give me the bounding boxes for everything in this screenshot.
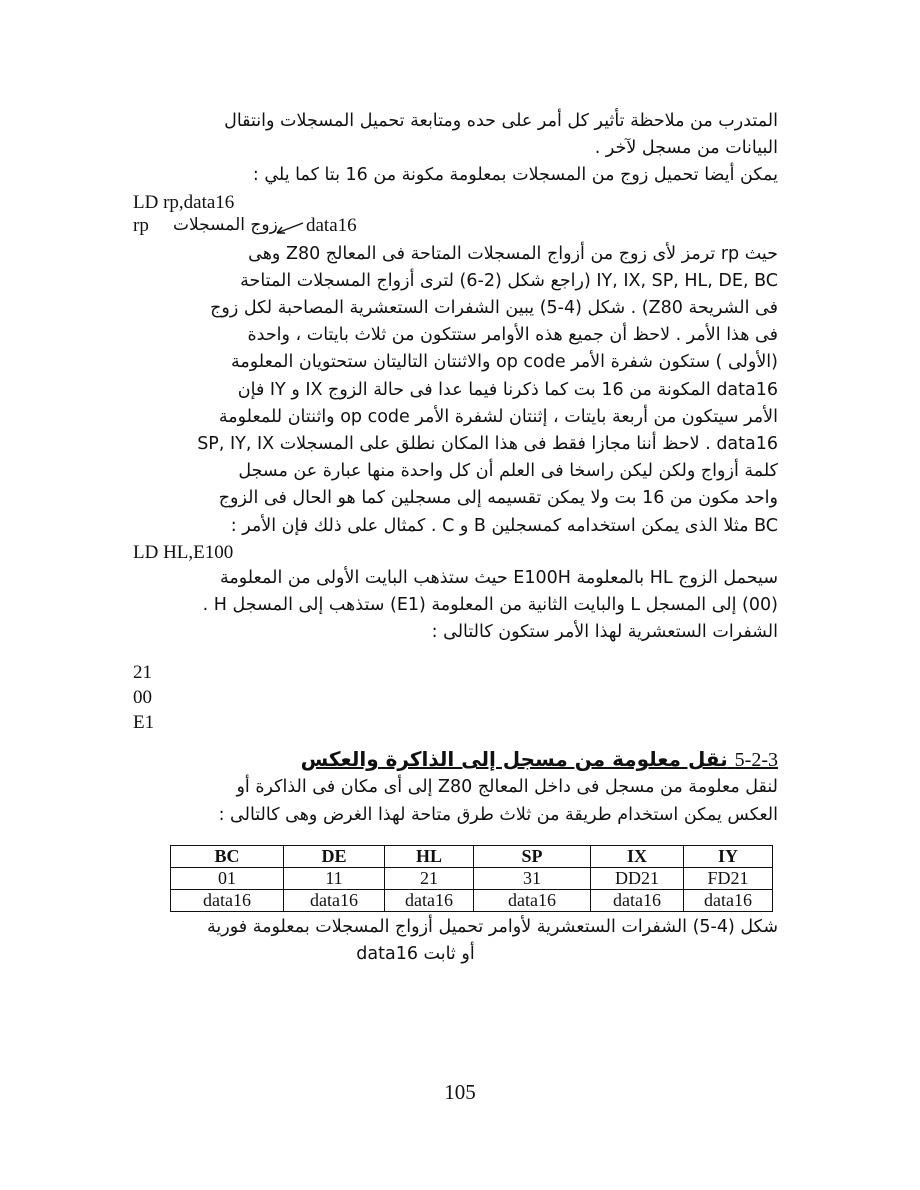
section-title: نقل معلومة من مسجل إلى الذاكرة والعكس <box>300 747 728 772</box>
text-line: فى هذا الأمر . لاحظ أن جميع هذه الأوامر ستتكون من ثلاث بايتات ، واحدة <box>247 325 778 346</box>
header-cell: IY <box>684 845 773 867</box>
table-cell: 21 <box>385 867 474 889</box>
text-line: data16 المكونة من 16 بت كما ذكرنا فيما عدا فى حالة الزوج IX و IY فإن <box>237 379 778 400</box>
rp-label: rp <box>133 214 149 236</box>
text-line: الأمر سيتكون من أربعة بايتات ، إثنتان لشفرة الأمر op code واثنتان للمعلومة <box>218 406 778 427</box>
document-page <box>133 108 778 968</box>
text-line: الشفرات الستعشرية لهذا الأمر ستكون كالتالى : <box>431 622 778 643</box>
code-text: LD rp,data16 <box>133 191 235 213</box>
register-pair-label: زوج المسجلات <box>173 214 278 235</box>
section-heading <box>133 745 778 774</box>
code-line-2 <box>133 540 778 565</box>
table-row <box>171 867 773 889</box>
paragraph-2 <box>133 162 778 189</box>
text-line: سيحمل الزوج HL بالمعلومة E100H حيث ستذهب البايت الأولى من المعلومة <box>219 567 778 588</box>
page-number: 105 <box>444 1080 476 1104</box>
hex-code: 00 <box>133 687 152 709</box>
table-cell: data16 <box>474 889 591 911</box>
text-line: واحد مكون من 16 بت ولا يمكن تقسيمه إلى مسجلين كما هو الحال فى الزوج <box>218 488 778 509</box>
section-intro <box>133 774 778 828</box>
table-cell: 31 <box>474 867 591 889</box>
text-line: IY, IX, SP, HL, DE, BC (راجع شكل (2-6) لترى أزواج المسجلات المتاحة <box>240 270 778 291</box>
text-line: (الأولى ) ستكون شفرة الأمر op code والاثنتان التاليتان ستحتويان المعلومة <box>230 352 778 373</box>
text-line: data16 . لاحظ أننا مجازا فقط فى هذا المكان نطلق على المسجلات SP, IY, IX <box>197 434 778 455</box>
code-text: LD HL,E100 <box>133 541 234 563</box>
arrow-left-icon <box>273 221 305 237</box>
section-number: 5-2-3 <box>734 749 778 772</box>
header-cell: BC <box>171 845 284 867</box>
caption-line: أو ثابت data16 <box>356 943 475 964</box>
table-header-row <box>171 845 773 867</box>
paragraph-3 <box>133 241 778 540</box>
table-cell: data16 <box>171 889 284 911</box>
table-cell: 11 <box>284 867 385 889</box>
table-cell: data16 <box>284 889 385 911</box>
text-line: حيث rp ترمز لأى زوج من أزواج المسجلات المتاحة فى المعالج Z80 وهى <box>248 243 778 264</box>
header-cell: IX <box>591 845 684 867</box>
code-line-1 <box>133 190 778 215</box>
table-cell: data16 <box>591 889 684 911</box>
opcode-table <box>170 845 773 912</box>
text-line: البيانات من مسجل لآخر . <box>594 138 778 159</box>
header-cell: HL <box>385 845 474 867</box>
paragraph-1 <box>133 108 778 162</box>
text-line: كلمة أزواج ولكن ليكن راسخا فى العلم أن كل واحدة منها عبارة عن مسجل <box>238 461 778 482</box>
text-line: لنقل معلومة من مسجل فى داخل المعالج Z80 إلى أى مكان فى الذاكرة أو <box>236 777 778 798</box>
header-cell: DE <box>284 845 385 867</box>
rp-annotation <box>133 215 778 241</box>
spacer <box>133 646 778 660</box>
table-row <box>171 889 773 911</box>
text-line: العكس يمكن استخدام طريقة من ثلاث طرق متاحة لهذا الغرض وهى كالتالى : <box>218 804 778 825</box>
text-line: (00) إلى المسجل L والبايت الثانية من المعلومة (E1) ستذهب إلى المسجل H . <box>202 595 778 616</box>
text-line: المتدرب من ملاحظة تأثير كل أمر على حده ومتابعة تحميل المسجلات وانتقال <box>224 111 778 131</box>
text-line: يمكن أيضا تحميل زوج من المسجلات بمعلومة مكونة من 16 بتا كما يلي : <box>252 165 778 186</box>
table-cell: 01 <box>171 867 284 889</box>
figure-caption <box>133 914 778 968</box>
data16-label: data16 <box>306 214 357 236</box>
table-cell: data16 <box>385 889 474 911</box>
hex-code-list <box>133 660 778 735</box>
header-cell: SP <box>474 845 591 867</box>
paragraph-4 <box>133 565 778 647</box>
table-cell: data16 <box>684 889 773 911</box>
caption-line: شكل (4-5) الشفرات الستعشرية لأوامر تحميل أزواج المسجلات بمعلومة فورية <box>207 916 778 937</box>
hex-code: E1 <box>133 712 155 734</box>
table-cell: DD21 <box>591 867 684 889</box>
hex-code: 21 <box>133 662 152 684</box>
table-cell: FD21 <box>684 867 773 889</box>
text-line: BC مثلا الذى يمكن استخدامه كمسجلين B و C . كمثال على ذلك فإن الأمر : <box>230 515 778 536</box>
text-line: فى الشريحة Z80) . شكل (4-5) يبين الشفرات الستعشرية المصاحبة لكل زوج <box>210 298 778 319</box>
